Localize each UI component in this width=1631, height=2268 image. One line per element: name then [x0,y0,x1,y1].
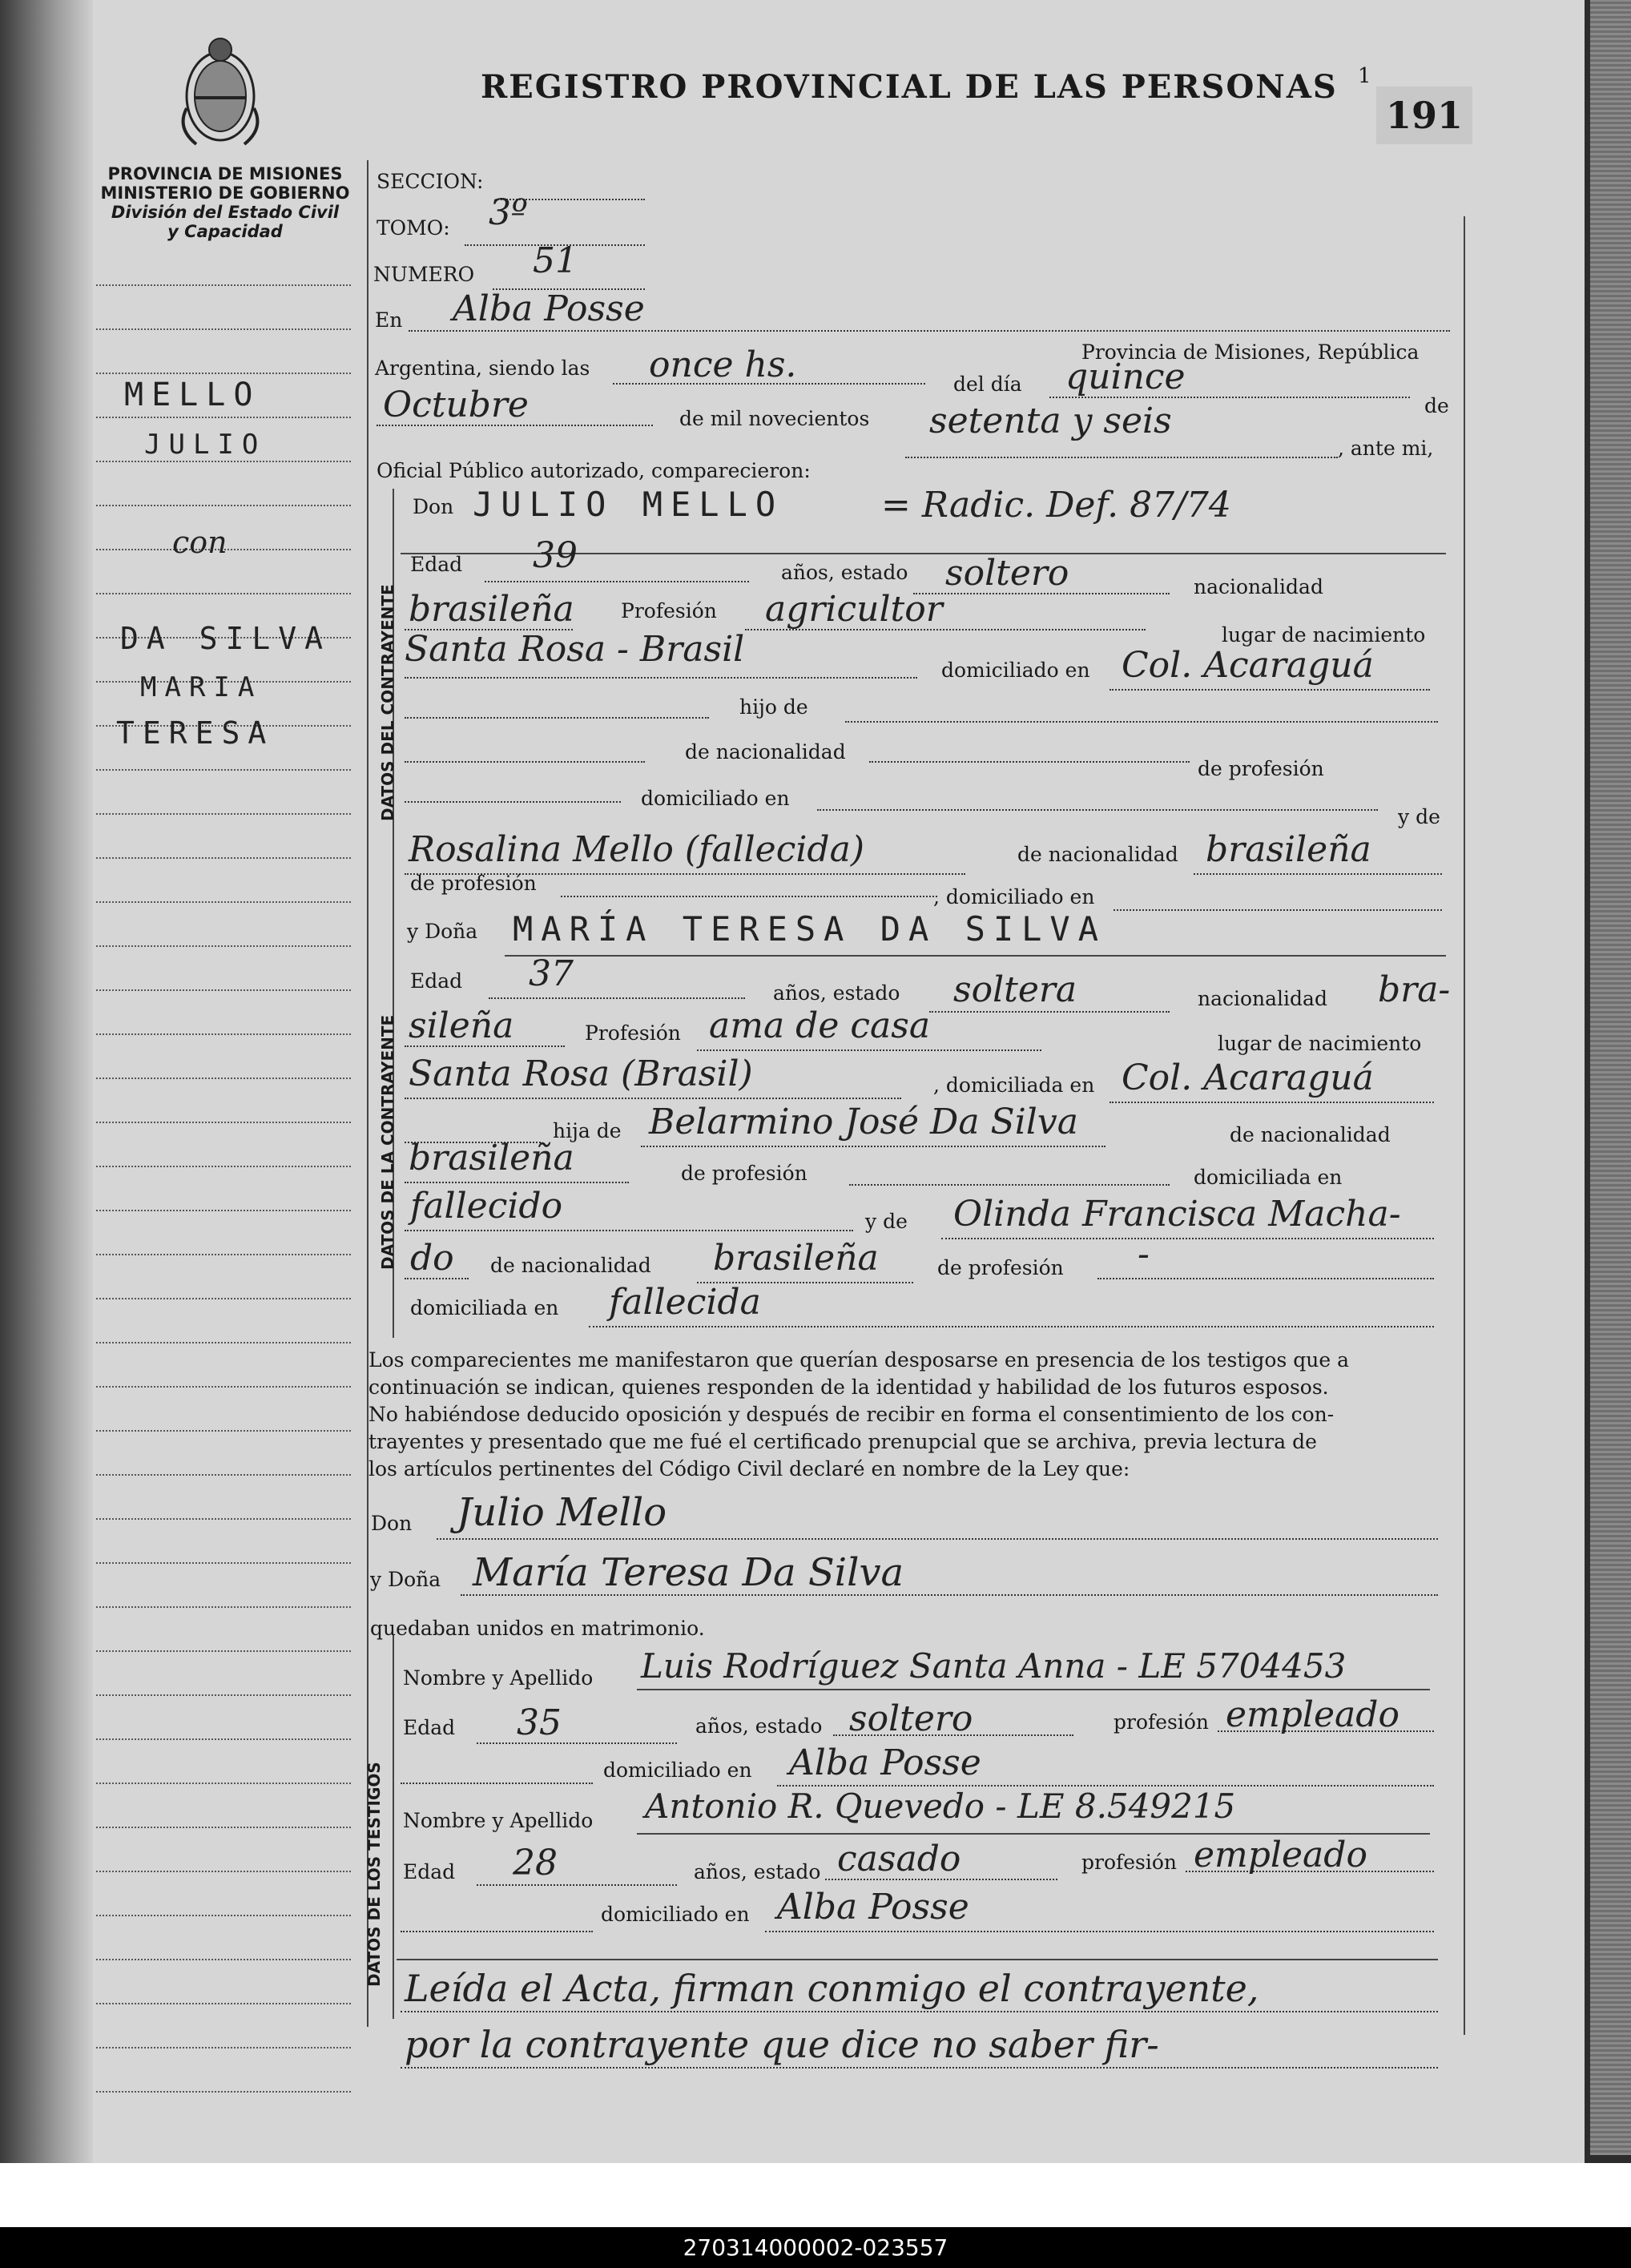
sidebar-ruled-line [96,1122,351,1123]
decl-line-1: Los comparecientes me manifestaron que querían desposarse en presencia de los testigos que a [368,1348,1349,1372]
contrayenta-padre-nac: brasileña [409,1138,574,1178]
del-dia-label: del día [953,373,1022,396]
contrayenta-madre-prof-label: de profesión [937,1256,1064,1279]
contrayente-estado: soltero [945,553,1069,594]
contrayente-madre-nac-label: de nacionalidad [1017,843,1178,866]
sidebar-ruled-line [96,1606,351,1608]
contrayenta-madre-prof: - [1138,1234,1150,1275]
contrayente-dom-en-label: domiciliado en [641,787,790,810]
decl-line-3: No habiéndose deducido oposición y después de recibir en forma el consentimiento de los con- [368,1403,1335,1426]
sidebar-ruled-line [96,1298,351,1299]
ante-label: , ante mi, [1338,437,1434,460]
de-label: de [1424,394,1449,417]
contrayenta-padre-dom-label: domiciliada en [1194,1166,1343,1189]
en-value: Alba Posse [453,288,645,329]
sidebar-ruled-line [96,1871,351,1872]
contrayente-profesion: agricultor [765,589,943,630]
tomo-label: TOMO: [377,216,450,240]
t2-nombre-label: Nombre y Apellido [403,1809,594,1832]
contrayenta-padre: Belarmino José Da Silva [649,1102,1078,1142]
sidebar-ruled-line [96,1342,351,1343]
sidebar-ruled-line [96,1959,351,1960]
contrayente-nacionalidad: brasileña [409,589,574,630]
section-rule-c [393,1634,394,2019]
book-binding [1590,0,1631,2155]
sidebar-ruled-line [96,1518,351,1520]
sidebar-ruled-line [96,1650,351,1652]
sidebar-ruled-line [96,989,351,991]
contrayenta-madre-dom-label: domiciliada en [410,1296,559,1319]
sidebar-org [98,164,352,241]
contrayenta-dom-label: , domiciliada en [933,1074,1095,1097]
t2-prof: empleado [1194,1835,1367,1875]
sidebar-ruled-line [96,1210,351,1211]
decl-dona-label: y Doña [370,1568,441,1591]
contrayenta-name: MARÍA TERESA DA SILVA [513,909,1107,949]
stamp-superscript: 1 [1358,64,1371,88]
contrayente-prof-label: Profesión [621,599,717,622]
sidebar-ruled-line [96,284,351,286]
sidebar-ruled-line [96,328,351,330]
decl-dona-signature: María Teresa Da Silva [473,1550,904,1595]
contrayente-nac-label: nacionalidad [1194,575,1323,598]
tomo-value: 3º [489,192,528,233]
form-left-border [367,160,368,2027]
sidebar-surname-2: DA SILVA [120,621,332,656]
contrayente-madre-dom-label: , domiciliado en [933,885,1095,908]
nota-line-1: Leída el Acta, firman conmigo el contrayente, [405,1967,1259,2010]
contrayenta-lugar: Santa Rosa (Brasil) [409,1053,753,1094]
don-label: Don [413,495,454,518]
sidebar-ruled-line [96,813,351,815]
contrayenta-madre-a: Olinda Francisca Macha- [953,1194,1401,1235]
mil-label: de mil novecientos [679,407,870,430]
dia-value: quince [1065,357,1186,397]
sidebar-name-2b: TERESA [116,715,275,751]
t1-prof-label: profesión [1114,1710,1210,1734]
sidebar-ruled-line [96,593,351,594]
sidebar-ruled-line [96,505,351,506]
contrayenta-y-de-label: y de [865,1210,908,1233]
decl-don-label: Don [371,1512,413,1535]
contrayenta-lugar-label: lugar de nacimiento [1218,1032,1422,1055]
argentina-text: Argentina, siendo las [375,357,590,380]
contrayente-edad-label: Edad [410,553,463,576]
seccion-label: SECCION: [377,170,484,193]
decl-line-4: trayentes y presentado que me fué el certificado prenupcial que se archiva, previa lectura de [368,1430,1317,1453]
sidebar-ruled-line [96,1694,351,1696]
anio-value: setenta y seis [929,401,1172,441]
contrayenta-estado: soltera [953,969,1077,1010]
nota-line-2: por la contrayente que dice no saber fir- [405,2023,1159,2066]
sidebar-ruled-line [96,1783,351,1784]
sidebar-ruled-line [96,1738,351,1740]
sidebar-ruled-line [96,1474,351,1476]
t1-dom-label: domiciliado en [603,1758,752,1782]
contrayente-y-de-label: y de [1398,805,1440,828]
sidebar-ruled-line [96,1562,351,1564]
sidebar-ruled-line [96,1827,351,1828]
t1-nombre-label: Nombre y Apellido [403,1666,594,1690]
page-title: REGISTRO PROVINCIAL DE LAS PERSONAS [481,68,1338,106]
t1-anios-label: años, estado [695,1714,823,1738]
contrayenta-domicilio: Col. Acaraguá [1122,1057,1374,1098]
contrayenta-anios-label: años, estado [773,981,900,1005]
sidebar-ruled-line [96,945,351,947]
t2-dom-label: domiciliado en [601,1903,750,1926]
contrayente-domicilio: Col. Acaraguá [1122,645,1374,686]
decl-line-2: continuación se indican, quienes responden de la identidad y habilidad de los futuros esposos. [368,1376,1329,1399]
sidebar-ruled-line [96,373,351,374]
en-label: En [375,308,403,332]
t1-edad: 35 [517,1702,562,1743]
barcode-footer: 270314000002-023557 [0,2227,1631,2268]
decl-quedaban: quedaban unidos en matrimonio. [370,1617,705,1640]
t1-edad-label: Edad [403,1716,456,1739]
contrayenta-nac-a: bra- [1378,969,1451,1010]
contrayente-side-label: DATOS DEL CONTRAYENTE [378,584,397,821]
contrayenta-madre-dom: fallecida [609,1282,761,1323]
sidebar-ruled-line [96,2091,351,2093]
sidebar-name-2a: MARIA [140,671,263,703]
sidebar-ruled-line [96,901,351,903]
testigos-side-label: DATOS DE LOS TESTIGOS [364,1762,384,1987]
sidebar-ruled-line [96,2047,351,2048]
contrayente-de-prof-label: de profesión [1198,757,1324,780]
t2-anios-label: años, estado [694,1860,821,1883]
contrayente-lugar-label: lugar de nacimiento [1222,623,1426,647]
contrayente-de-nac-label: de nacionalidad [685,740,846,763]
numero-value: 51 [533,240,578,281]
contrayente-name-note: = Radic. Def. 87/74 [881,485,1231,526]
t2-prof-label: profesión [1081,1851,1178,1874]
contrayenta-madre-b: do [410,1238,454,1279]
sidebar-ruled-line [96,1430,351,1432]
sidebar-ruled-line [96,417,351,418]
sidebar-ruled-line [96,1078,351,1079]
contrayente-anios-label: años, estado [781,561,908,584]
hora-value: once hs. [649,344,797,385]
contrayenta-padre-dom: fallecido [410,1186,563,1227]
mes-value: Octubre [383,385,529,425]
t2-nombre: Antonio R. Quevedo - LE 8.549215 [645,1787,1236,1826]
contrayenta-padre-nac-label: de nacionalidad [1230,1123,1391,1146]
t2-edad-label: Edad [403,1860,456,1883]
contrayente-madre-nac: brasileña [1206,829,1371,870]
contrayenta-edad: 37 [529,953,574,994]
contrayente-madre-prof-label: de profesión [410,872,537,895]
sidebar-ruled-line [96,1033,351,1035]
sidebar-ruled-line [96,1915,351,1916]
page-gutter-shadow [0,0,93,2163]
sidebar-ruled-line [96,1254,351,1255]
contrayenta-nac-label: nacionalidad [1198,987,1327,1010]
org-line-2: MINISTERIO DE GOBIERNO [100,183,350,203]
sidebar-con: con [172,525,228,560]
contrayenta-nac-b: sileña [409,1005,514,1046]
t1-nombre: Luis Rodríguez Santa Anna - LE 5704453 [641,1646,1347,1686]
coat-of-arms-icon [172,32,268,152]
oficial-text: Oficial Público autorizado, comparecieron: [377,459,811,482]
contrayenta-side-label: DATOS DE LA CONTRAYENTE [378,1014,397,1270]
contrayenta-madre-nac: brasileña [713,1238,879,1279]
contrayente-dom-label: domiciliado en [941,659,1090,682]
t2-estado: casado [837,1839,961,1879]
t2-dom: Alba Posse [777,1887,969,1928]
numero-label: NUMERO [373,263,475,286]
provincia-text: Provincia de Misiones, República [1081,340,1420,364]
contrayente-lugar: Santa Rosa - Brasil [405,629,745,670]
org-line-3: División del Estado Civil [111,203,340,222]
contrayenta-padre-prof-label: de profesión [681,1162,807,1185]
contrayente-name: JULIO MELLO [473,485,784,524]
contrayenta-hija-label: hija de [553,1119,622,1142]
contrayenta-edad-label: Edad [410,969,463,993]
form-right-border [1464,216,1465,2035]
sidebar-ruled-line [96,1386,351,1388]
dona-label: y Doña [407,920,478,943]
contrayente-madre: Rosalina Mello (fallecida) [409,829,864,870]
contrayenta-profesion: ama de casa [709,1005,931,1046]
decl-don-signature: Julio Mello [457,1490,667,1535]
contrayente-edad: 39 [533,535,578,576]
contrayente-hijo-label: hijo de [739,695,808,719]
sidebar-surname-1: MELLO [124,377,261,413]
sidebar-ruled-line [96,1166,351,1167]
folio-number: 191 [1376,87,1472,144]
sidebar-ruled-line [96,857,351,859]
sidebar-ruled-line [96,2003,351,2004]
t2-edad: 28 [513,1843,558,1883]
contrayenta-madre-nac-label: de nacionalidad [490,1254,651,1277]
decl-line-5: los artículos pertinentes del Código Civil declaré en nombre de la Ley que: [368,1457,1130,1480]
t1-dom: Alba Posse [789,1742,981,1783]
scan-bottom-margin [0,2163,1631,2227]
sidebar-ruled-line [96,769,351,771]
t1-prof: empleado [1226,1694,1399,1735]
t1-estado: soltero [849,1698,973,1739]
org-line-1: PROVINCIA DE MISIONES [107,164,343,183]
contrayenta-prof-label: Profesión [585,1021,681,1045]
sidebar-name-1: JULIO [144,429,267,461]
sidebar-ruled-line [96,461,351,462]
org-line-4: y Capacidad [167,222,283,241]
